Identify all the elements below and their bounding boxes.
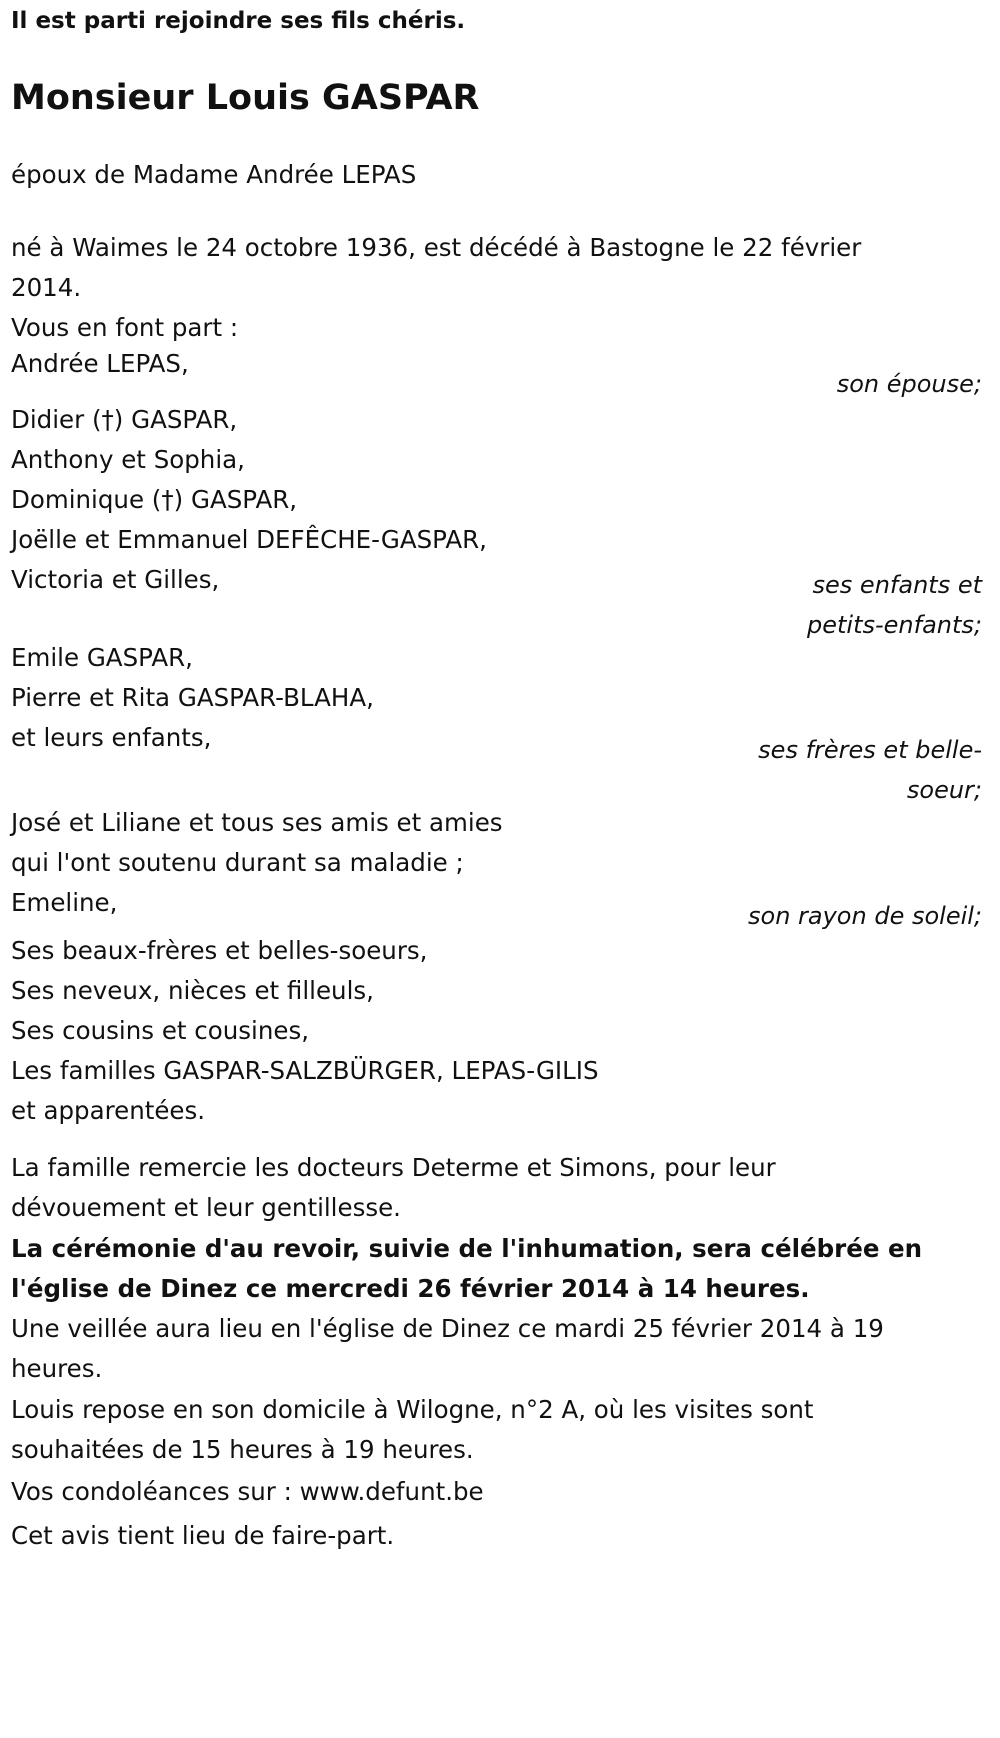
vigil-paragraph	[11, 1309, 884, 1389]
relation-line: soeur;	[906, 776, 982, 804]
family-name: José et Liliane et tous ses amis et amies	[11, 808, 503, 837]
thanks-line: dévouement et leur gentillesse.	[11, 1193, 401, 1222]
relation-line: son rayon de soleil;	[748, 902, 982, 930]
ceremony-line: La cérémonie d'au revoir, suivie de l'inhumation, sera célébrée en	[11, 1234, 923, 1263]
extended-family-line: Les familles GASPAR-SALZBÜRGER, LEPAS-GILIS	[11, 1056, 599, 1085]
visits-paragraph	[11, 1390, 814, 1470]
thanks-paragraph	[11, 1148, 776, 1228]
family-name: Andrée LEPAS,	[11, 349, 189, 378]
intro-line: Il est parti rejoindre ses fils chéris.	[11, 8, 466, 34]
family-name: Dominique (†) GASPAR,	[11, 485, 298, 514]
family-name: Pierre et Rita GASPAR-BLAHA,	[11, 683, 374, 712]
deceased-name: Monsieur Louis GASPAR	[11, 78, 480, 118]
family-name: Didier (†) GASPAR,	[11, 405, 238, 434]
visits-line: souhaitées de 15 heures à 19 heures.	[11, 1435, 474, 1464]
relation-label	[837, 364, 982, 404]
family-group-spouse	[11, 344, 189, 384]
extended-family-line: Ses cousins et cousines,	[11, 1016, 309, 1045]
extended-family-line: Ses beaux-frères et belles-soeurs,	[11, 936, 428, 965]
relation-label	[748, 896, 982, 936]
family-group-friends	[11, 803, 503, 923]
vigil-line: Une veillée aura lieu en l'église de Dinez ce mardi 25 février 2014 à 19	[11, 1314, 884, 1343]
family-name: Anthony et Sophia,	[11, 445, 245, 474]
extended-family-line: et apparentées.	[11, 1096, 206, 1125]
relation-line: son épouse;	[836, 370, 982, 398]
spouse-line: époux de Madame Andrée LEPAS	[11, 160, 417, 189]
family-name: Victoria et Gilles,	[11, 565, 220, 594]
family-name: et leurs enfants,	[11, 723, 212, 752]
family-group-siblings	[11, 638, 374, 758]
family-name: qui l'ont soutenu durant sa maladie ;	[11, 848, 464, 877]
relation-label	[758, 730, 982, 810]
birth-death-line: 2014.	[11, 273, 82, 302]
vigil-line: heures.	[11, 1354, 103, 1383]
ceremony-line: l'église de Dinez ce mercredi 26 février 2014 à 14 heures.	[11, 1274, 810, 1303]
relation-line: ses enfants et	[812, 571, 982, 599]
ceremony-paragraph	[11, 1229, 922, 1309]
birth-death-paragraph	[11, 228, 861, 308]
visits-line: Louis repose en son domicile à Wilogne, n°2 A, où les visites sont	[11, 1395, 814, 1424]
family-name: Emeline,	[11, 888, 118, 917]
family-name: Emile GASPAR,	[11, 643, 193, 672]
closing-line: Cet avis tient lieu de faire-part.	[11, 1521, 395, 1550]
announcement-intro: Vous en font part :	[11, 313, 239, 342]
extended-family-line: Ses neveux, nièces et filleuls,	[11, 976, 374, 1005]
family-name: Joëlle et Emmanuel DEFÊCHE-GASPAR,	[11, 525, 487, 554]
family-group-children	[11, 400, 487, 600]
birth-death-line: né à Waimes le 24 octobre 1936, est décédé à Bastogne le 22 février	[11, 233, 862, 262]
relation-line: ses frères et belle-	[758, 736, 982, 764]
thanks-line: La famille remercie les docteurs Determe et Simons, pour leur	[11, 1153, 776, 1182]
condolences-line: Vos condoléances sur : www.defunt.be	[11, 1477, 484, 1506]
relation-label	[807, 565, 982, 645]
relation-line: petits-enfants;	[807, 611, 982, 639]
extended-family	[11, 931, 599, 1131]
